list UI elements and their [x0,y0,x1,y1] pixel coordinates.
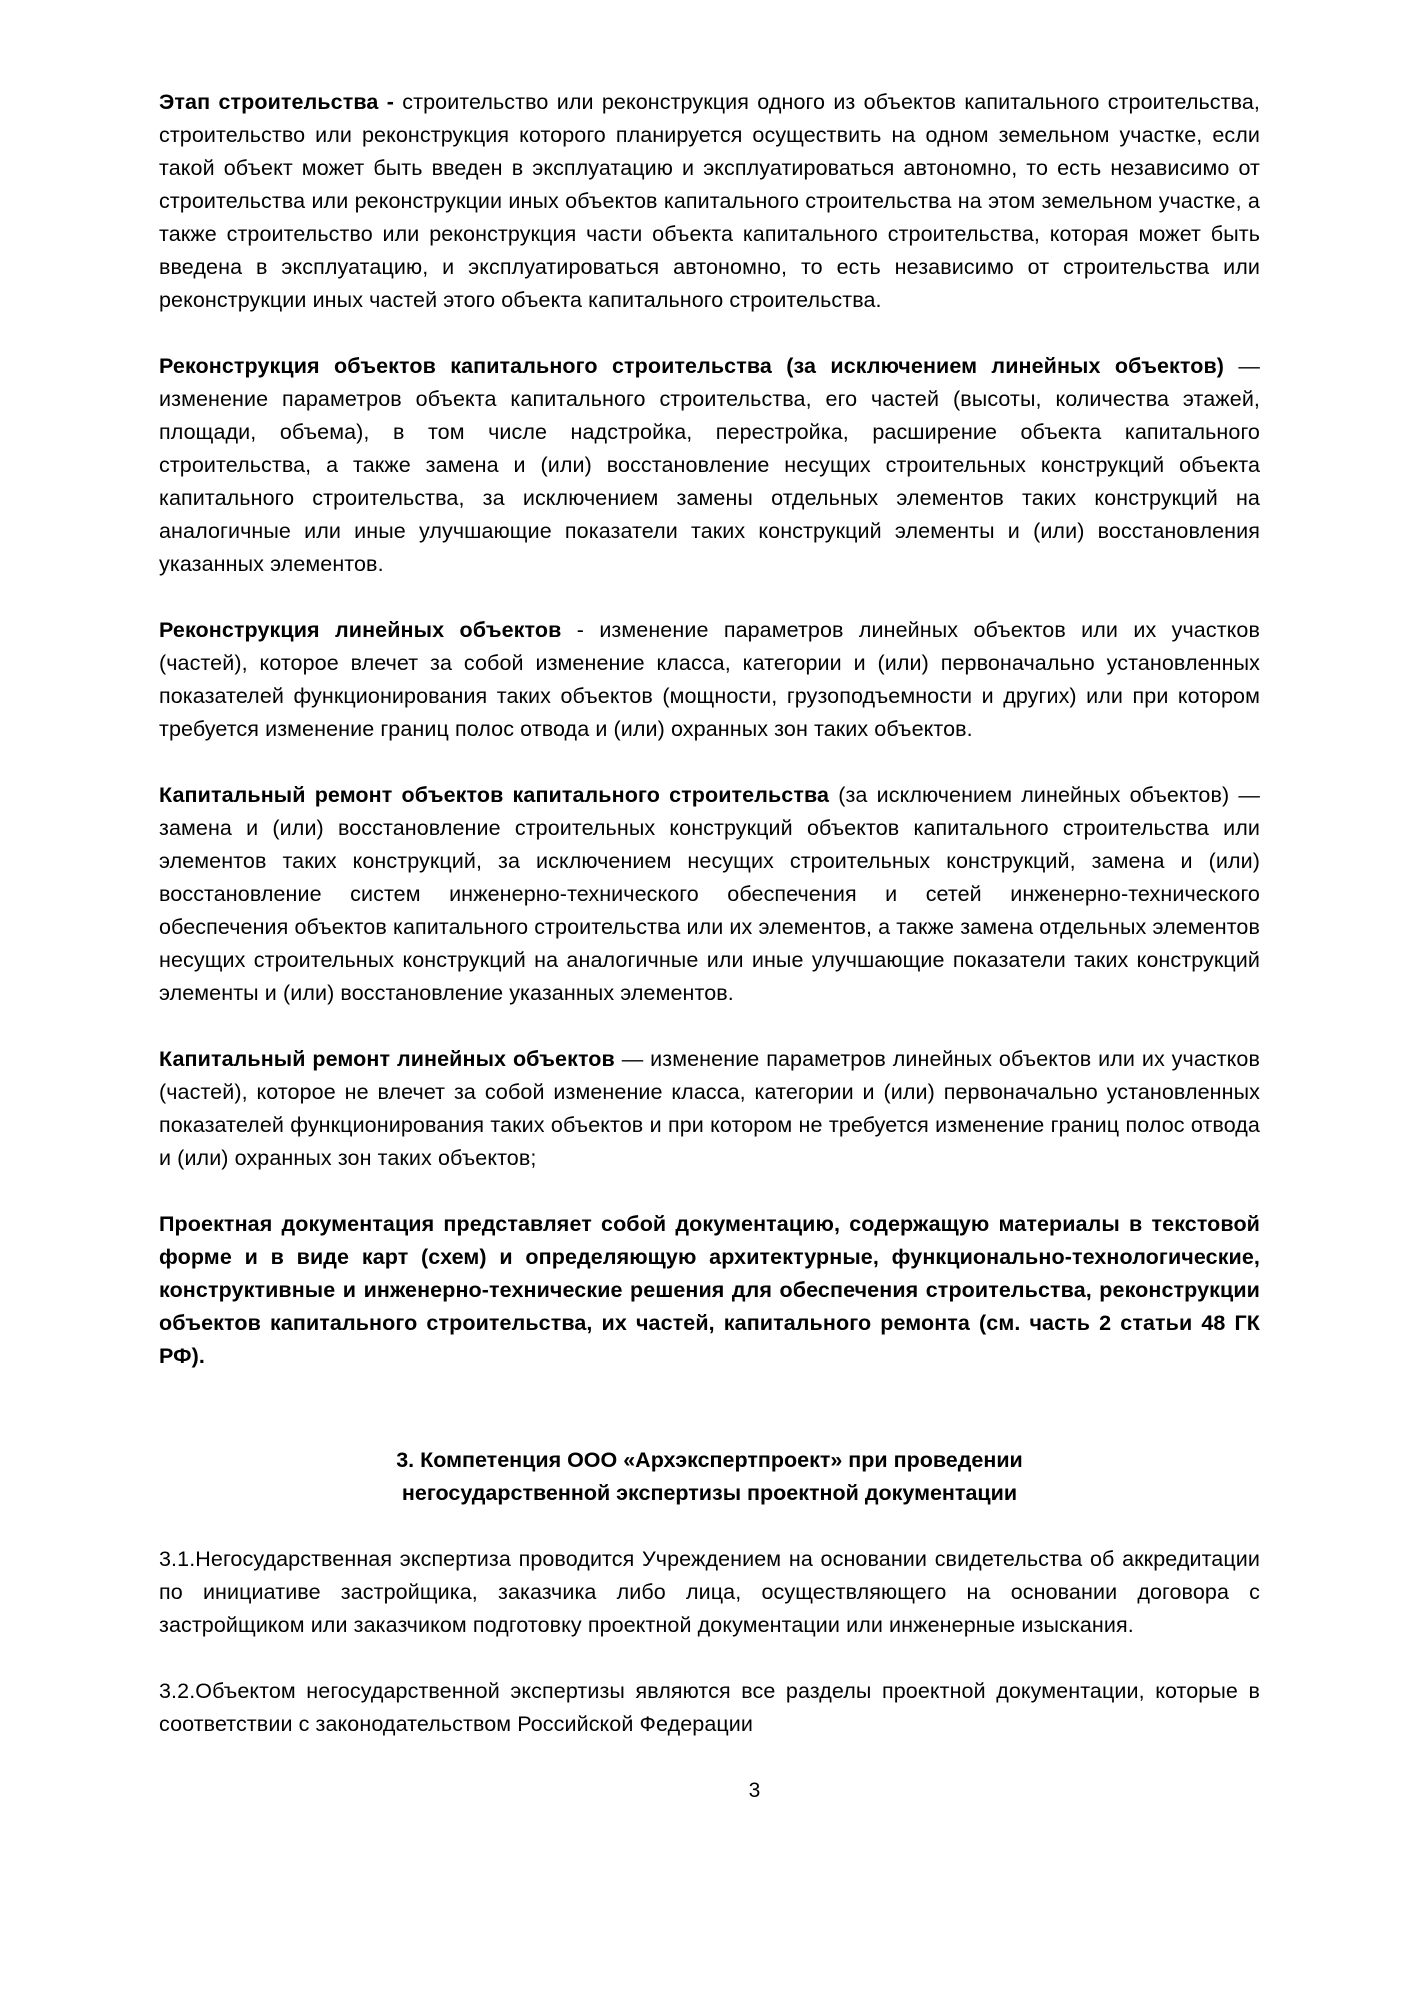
paragraph-body-text: строительство или реконструкция одного из объектов капитального строительства, строительство или реконструкция которого планируется осуществить на одном земельном участке, если такой объект может быть введен в эксплуатацию и эксплуатироваться автономно, то есть независимо от строительства или реконструкции иных объектов капитального строительства на этом земельном участке, а также строительство или реконструкция части объекта капитального строительства, которая может быть введена в эксплуатацию, и эксплуатироваться автономно, то есть независимо от строительства или реконструкции иных частей этого объекта капитального строительства. [159,90,1260,312]
section-heading-competence: 3. Компетенция ООО «Архэкспертпроект» при проведении негосударственной экспертизы проектной документации [396,1448,1023,1505]
paragraph-capital-repair-capital-objects [159,779,1260,1010]
term-reconstruction-capital-objects: Реконструкция объектов капитального строительства (за исключением линейных объектов) [159,354,1225,378]
term-capital-repair-linear-objects: Капитальный ремонт линейных объектов [159,1047,615,1071]
paragraph-body-text: — изменение параметров объекта капитального строительства, его частей (высоты, количества этажей, площади, объема), в том числе надстройка, перестройка, расширение объекта капитального строительства, а также замена и (или) восстановление несущих строительных конструкций объекта капитального строительства, за исключением замены отдельных элементов таких конструкций на аналогичные или иные улучшающие показатели таких конструкций элементы и (или) восстановления указанных элементов. [159,354,1260,576]
paragraph-body-text: — изменение параметров линейных объектов или их участков (частей), которое не влечет за собой изменение класса, категории и (или) первоначально установленных показателей функционирования таких объектов и при котором не требуется изменение границ полос отвода и (или) охранных зон таких объектов; [159,1047,1261,1170]
term-reconstruction-linear-objects: Реконструкция линейных объектов [159,618,562,642]
paragraph-body-text: - изменение параметров линейных объектов или их участков (частей), которое влечет за собой изменение класса, категории и (или) первоначально установленных показателей функционирования таких объектов (мощности, грузоподъемности и других) или при котором требуется изменение границ полос отвода и (или) охранных зон таких объектов. [159,618,1260,741]
paragraph-3-1 [159,1543,1260,1642]
paragraph-body-text: (за исключением линейных объектов) — замена и (или) восстановление строительных конструкций объектов капитального строительства или элементов таких конструкций, за исключением несущих строительных конструкций, замена и (или) восстановление систем инженерно-технического обеспечения и сетей инженерно-технического обеспечения объектов капитального строительства или их элементов, а также замена отдельных элементов несущих строительных конструкций на аналогичные или иные улучшающие показатели таких конструкций элементы и (или) восстановление указанных элементов. [159,783,1260,1005]
term-capital-repair-capital-objects: Капитальный ремонт объектов капитального строительства [159,783,830,807]
term-project-documentation: Проектная документация представляет собой документацию, содержащую материалы в текстовой форме и в виде карт (схем) и определяющую архитектурные, функционально-технологические, конструктивные и инженерно-технические решения для обеспечения строительства, реконструкции объектов капитального строительства, их частей, капитального ремонта (см. часть 2 статьи 48 ГК РФ). [159,1212,1260,1368]
paragraph-project-documentation [159,1208,1260,1373]
paragraph-3-2 [159,1675,1260,1741]
paragraph-body-text: 3.2.Объектом негосударственной экспертизы являются все разделы проектной документации, которые в соответствии с законодательством Российской Федерации [159,1679,1260,1736]
paragraph-reconstruction-capital-objects [159,350,1260,581]
document-text-block [159,86,1260,1807]
paragraph-body-text: 3.1.Негосударственная экспертиза проводится Учреждением на основании свидетельства об аккредитации по инициативе застройщика, заказчика либо лица, осуществляющего на основании договора с застройщиком или заказчиком подготовку проектной документации или инженерные изыскания. [159,1547,1260,1637]
page-number: 3 [748,1779,761,1802]
paragraph-stage-of-construction [159,86,1260,317]
term-stage-of-construction: Этап строительства - [159,90,394,114]
paragraph-capital-repair-linear-objects [159,1043,1260,1175]
paragraph-reconstruction-linear-objects [159,614,1260,746]
